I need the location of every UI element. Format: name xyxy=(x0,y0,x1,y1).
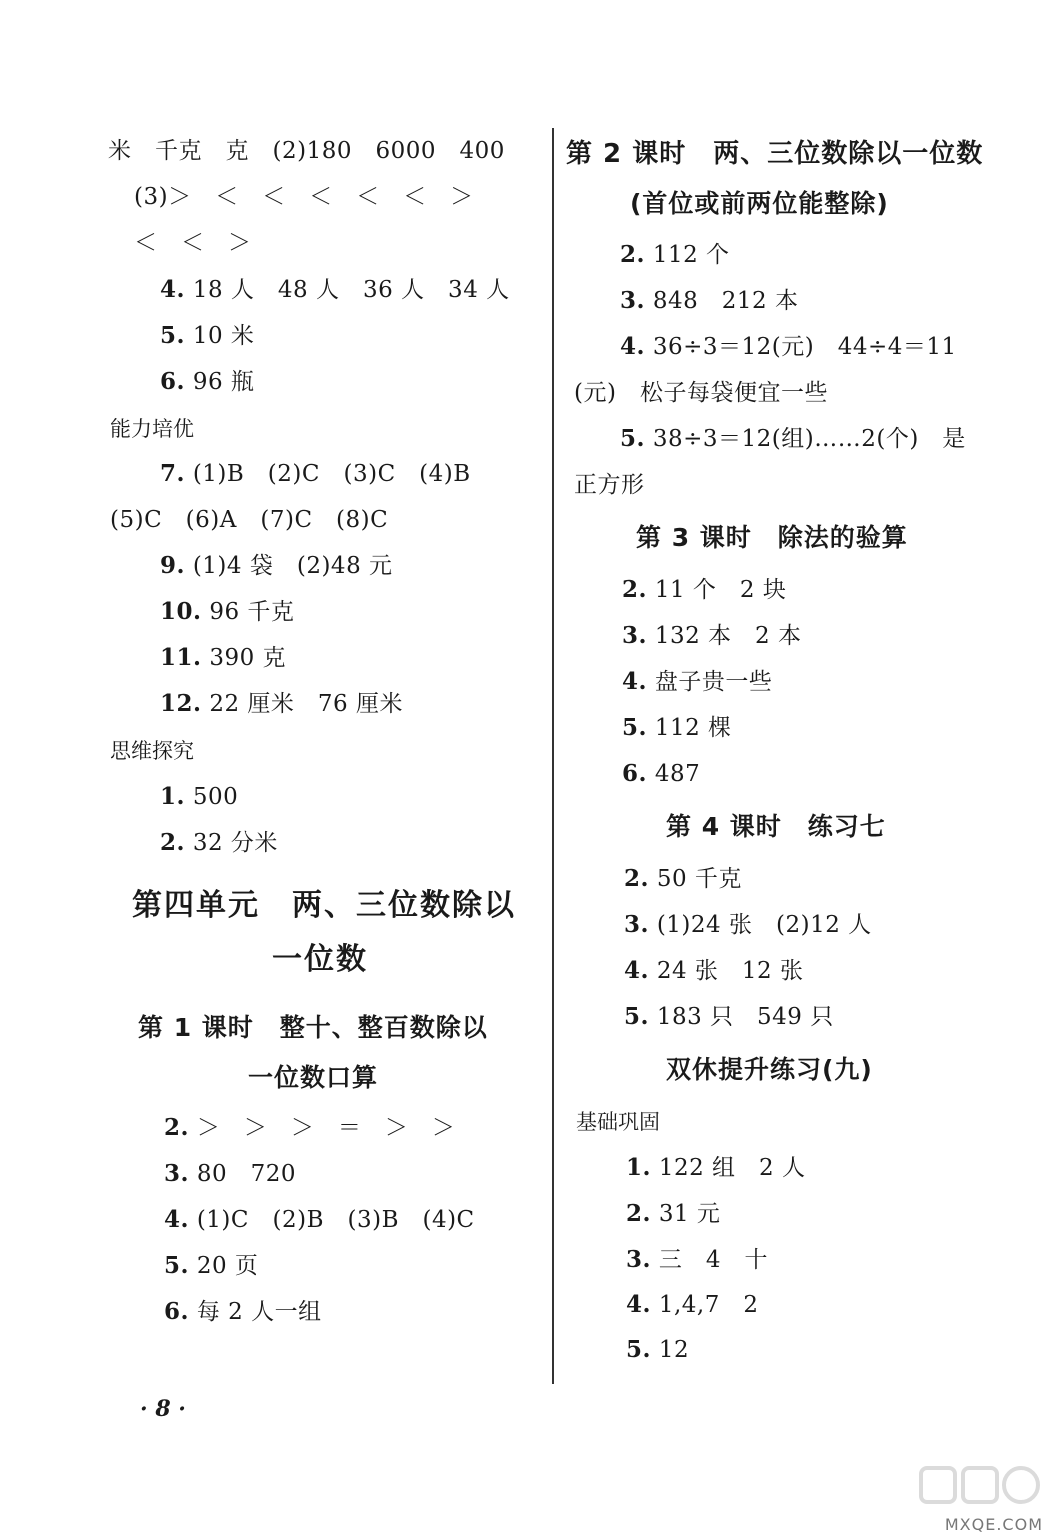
unit-title: 一位数 xyxy=(272,942,368,977)
answer-item: 6. 96 瓶 xyxy=(160,368,255,395)
answer-item: 3. 三 4 十 xyxy=(626,1246,768,1273)
answer-item: 1. 500 xyxy=(160,783,239,810)
lesson-title: 第 4 课时 练习七 xyxy=(666,812,886,841)
lesson-title: 第 1 课时 整十、整百数除以 xyxy=(138,1013,488,1042)
column-divider xyxy=(552,128,554,1384)
watermark-text: MXQE.COM xyxy=(944,1515,1043,1534)
answer-item: 5. 10 米 xyxy=(160,322,255,349)
answer-item: 10. 96 千克 xyxy=(160,598,295,625)
unit-title: 第四单元 两、三位数除以 xyxy=(132,888,516,923)
answer-item: 5. 112 棵 xyxy=(622,714,732,741)
answer-line: (元) 松子每袋便宜一些 xyxy=(574,380,828,406)
section-label: 能力培优 xyxy=(110,417,194,441)
answer-item: 9. (1)4 袋 (2)48 元 xyxy=(160,552,393,579)
answer-line: (5)C (6)A (7)C (8)C xyxy=(110,507,389,533)
answer-item: 6. 487 xyxy=(622,760,701,787)
section-label: 思维探究 xyxy=(110,739,194,763)
answer-item: 4. 36÷3＝12(元) 44÷4＝11 xyxy=(620,333,957,360)
answer-item: 6. 每 2 人一组 xyxy=(164,1298,322,1325)
answer-item: 3. 80 720 xyxy=(164,1160,296,1187)
answer-line: ＜ ＜ ＞ xyxy=(134,230,252,256)
section-label: 基础巩固 xyxy=(576,1110,660,1134)
answer-item: 2. 31 元 xyxy=(626,1200,721,1227)
practice-title: 双休提升练习(九) xyxy=(666,1055,873,1084)
answer-item: 4. (1)C (2)B (3)B (4)C xyxy=(164,1206,475,1233)
answer-item: 2. 11 个 2 块 xyxy=(622,576,787,603)
lesson-title: 一位数口算 xyxy=(248,1063,379,1092)
answer-item: 2. ＞ ＞ ＞ ＝ ＞ ＞ xyxy=(164,1114,456,1141)
answer-item: 4. 24 张 12 张 xyxy=(624,957,804,984)
lesson-title: 第 3 课时 除法的验算 xyxy=(636,523,908,552)
answer-item: 3. 848 212 本 xyxy=(620,287,799,314)
page-number: · 8 · xyxy=(140,1396,186,1422)
answer-item: 3. (1)24 张 (2)12 人 xyxy=(624,911,872,938)
answer-item: 7. (1)B (2)C (3)C (4)B xyxy=(160,460,471,487)
answer-item: 2. 32 分米 xyxy=(160,829,278,856)
answer-item: 5. 183 只 549 只 xyxy=(624,1003,834,1030)
answer-line: 正方形 xyxy=(574,472,645,498)
answer-item: 4. 18 人 48 人 36 人 34 人 xyxy=(160,276,510,303)
answer-item: 2. 50 千克 xyxy=(624,865,742,892)
answer-item: 1. 122 组 2 人 xyxy=(626,1154,806,1181)
answer-item: 12. 22 厘米 76 厘米 xyxy=(160,690,403,717)
answer-item: 5. 38÷3＝12(组)……2(个) 是 xyxy=(620,425,966,452)
answer-line: (3)＞ ＜ ＜ ＜ ＜ ＜ ＞ xyxy=(134,184,474,210)
answer-item: 5. 12 xyxy=(626,1336,690,1363)
answer-item: 4. 1,4,7 2 xyxy=(626,1291,759,1318)
answer-item: 11. 390 克 xyxy=(160,644,287,671)
answer-item: 2. 112 个 xyxy=(620,241,730,268)
lesson-subtitle: (首位或前两位能整除) xyxy=(630,189,889,218)
answer-line: 米 千克 克 (2)180 6000 400 xyxy=(108,138,505,164)
lesson-title: 第 2 课时 两、三位数除以一位数 xyxy=(566,139,984,169)
answer-item: 4. 盘子贵一些 xyxy=(622,668,773,695)
answer-item: 5. 20 页 xyxy=(164,1252,259,1279)
answer-item: 3. 132 本 2 本 xyxy=(622,622,802,649)
